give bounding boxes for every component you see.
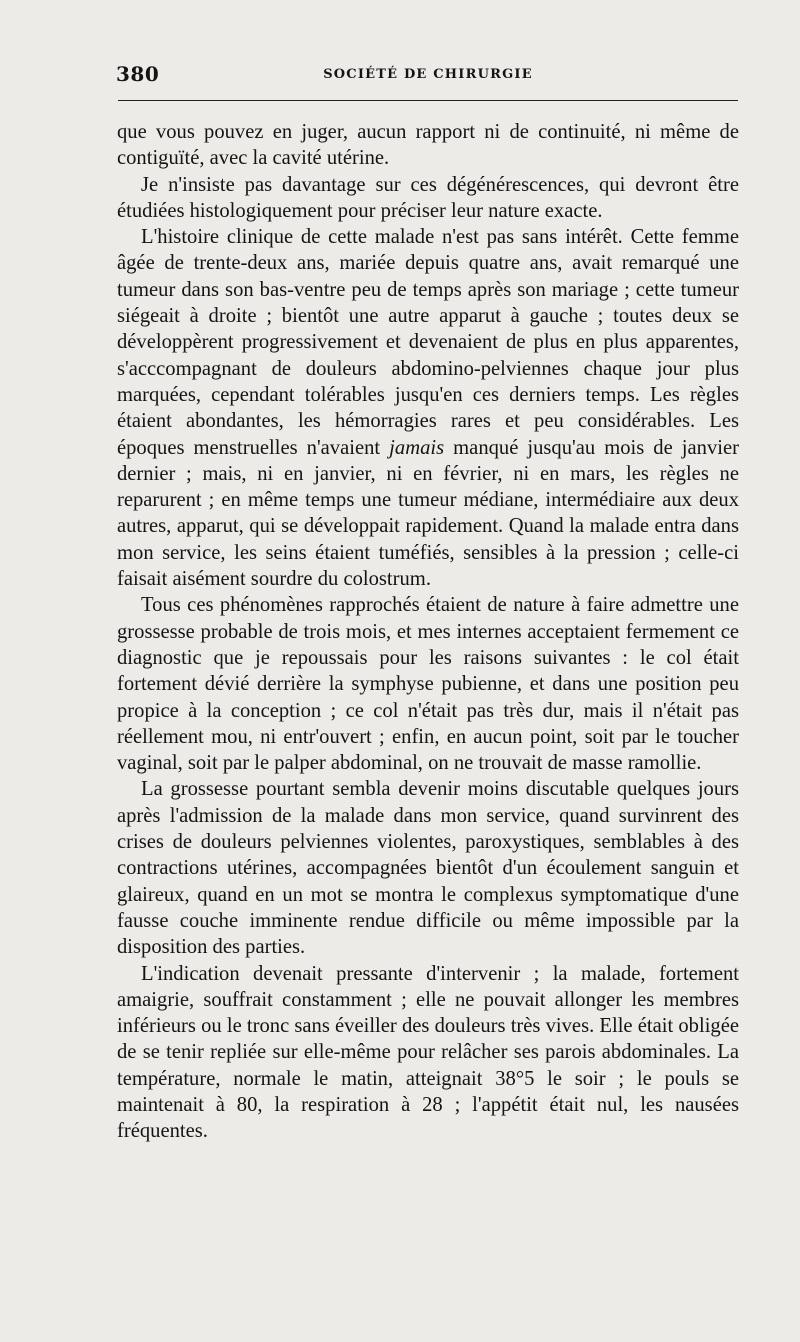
paragraph-text: La grossesse pourtant sembla devenir moins discutable quelques jours après l'admission de la malade dans mon service, quand survinrent des crises de douleurs pelviennes violentes, paroxystiques, semblables à des contractions utérines, accompagnées bientôt d'un écoulement sanguin et glaireux, quand en un mot se montra le complexus symptomatique d'une fausse couche imminente rendue difficile ou même impossible par la disposition des parties. bbox=[117, 778, 739, 959]
paragraph-text: que vous pouvez en juger, aucun rapport ni de continuité, ni même de contiguïté, avec la cavité utérine. bbox=[117, 121, 739, 170]
paragraph bbox=[117, 224, 739, 592]
running-title: SOCIÉTÉ DE CHIRURGIE bbox=[323, 67, 533, 82]
emphasis-text: jamais bbox=[389, 436, 445, 459]
paragraph bbox=[117, 961, 739, 1145]
paragraph bbox=[117, 592, 739, 776]
paragraph-text: Tous ces phénomènes rapprochés étaient de nature à faire admettre une grossesse probable de trois mois, et mes internes acceptaient fermement ce diagnostic que je repoussais pour les raisons suivantes : le col était fortement dévié derrière la symphyse pubienne, et dans une position peu propice à la conception ; ce col n'était pas très dur, mais il n'était pas réellement mou, ni entr'ouvert ; enfin, en aucun point, soit par le toucher vaginal, soit par le palper abdominal, on ne trouvait de masse ramollie. bbox=[117, 594, 739, 775]
paragraph-text: L'indication devenait pressante d'intervenir ; la malade, fortement amaigrie, souffrait constamment ; elle ne pouvait allonger les membres inférieurs ou le tronc sans éveiller des douleurs très vives. Elle était obligée de se tenir repliée sur elle-même pour relâcher ses parois abdominales. La température, normale le matin, atteignait 38°5 le soir ; le pouls se maintenait à 80, la respiration à 28 ; l'appétit était nul, les nausées fréquentes. bbox=[117, 962, 739, 1143]
body-text bbox=[117, 119, 739, 1145]
paragraph bbox=[117, 172, 739, 225]
page-header bbox=[116, 62, 740, 86]
header-rule bbox=[118, 100, 738, 101]
page-number: 380 bbox=[116, 62, 160, 86]
paragraph-continuation bbox=[117, 119, 739, 172]
paragraph-text: L'histoire clinique de cette malade n'est pas sans intérêt. Cette femme âgée de trente-deux ans, mariée depuis quatre ans, avait remarqué une tumeur dans son bas-ventre peu de temps après son mariage ; cette tumeur siégeait à droite ; bientôt une autre apparut à gauche ; toutes deux se développèrent progressivement et devenaient de plus en plus apparentes, s'acccompagnant de douleurs abdomino-pelviennes chaque jour plus marquées, cependant tolérables jusqu'en ces derniers temps. Les règles étaient abondantes, les hémorragies rares et peu considérables. Les époques menstruelles n'avaient bbox=[117, 226, 739, 459]
paragraph-text: manqué jusqu'au mois de janvier dernier ; mais, ni en janvier, ni en février, ni en mars, les règles ne reparurent ; en même temps une tumeur médiane, intermédiaire aux deux autres, apparut, qui se développait rapidement. Quand la malade entra dans mon service, les seins étaient tuméfiés, sensibles à la pression ; celle-ci faisait aisément sourdre du colostrum. bbox=[117, 436, 739, 591]
paragraph-text: Je n'insiste pas davantage sur ces dégénérescences, qui devront être étudiées histologiquement pour préciser leur nature exacte. bbox=[117, 173, 739, 222]
paragraph bbox=[117, 776, 739, 960]
